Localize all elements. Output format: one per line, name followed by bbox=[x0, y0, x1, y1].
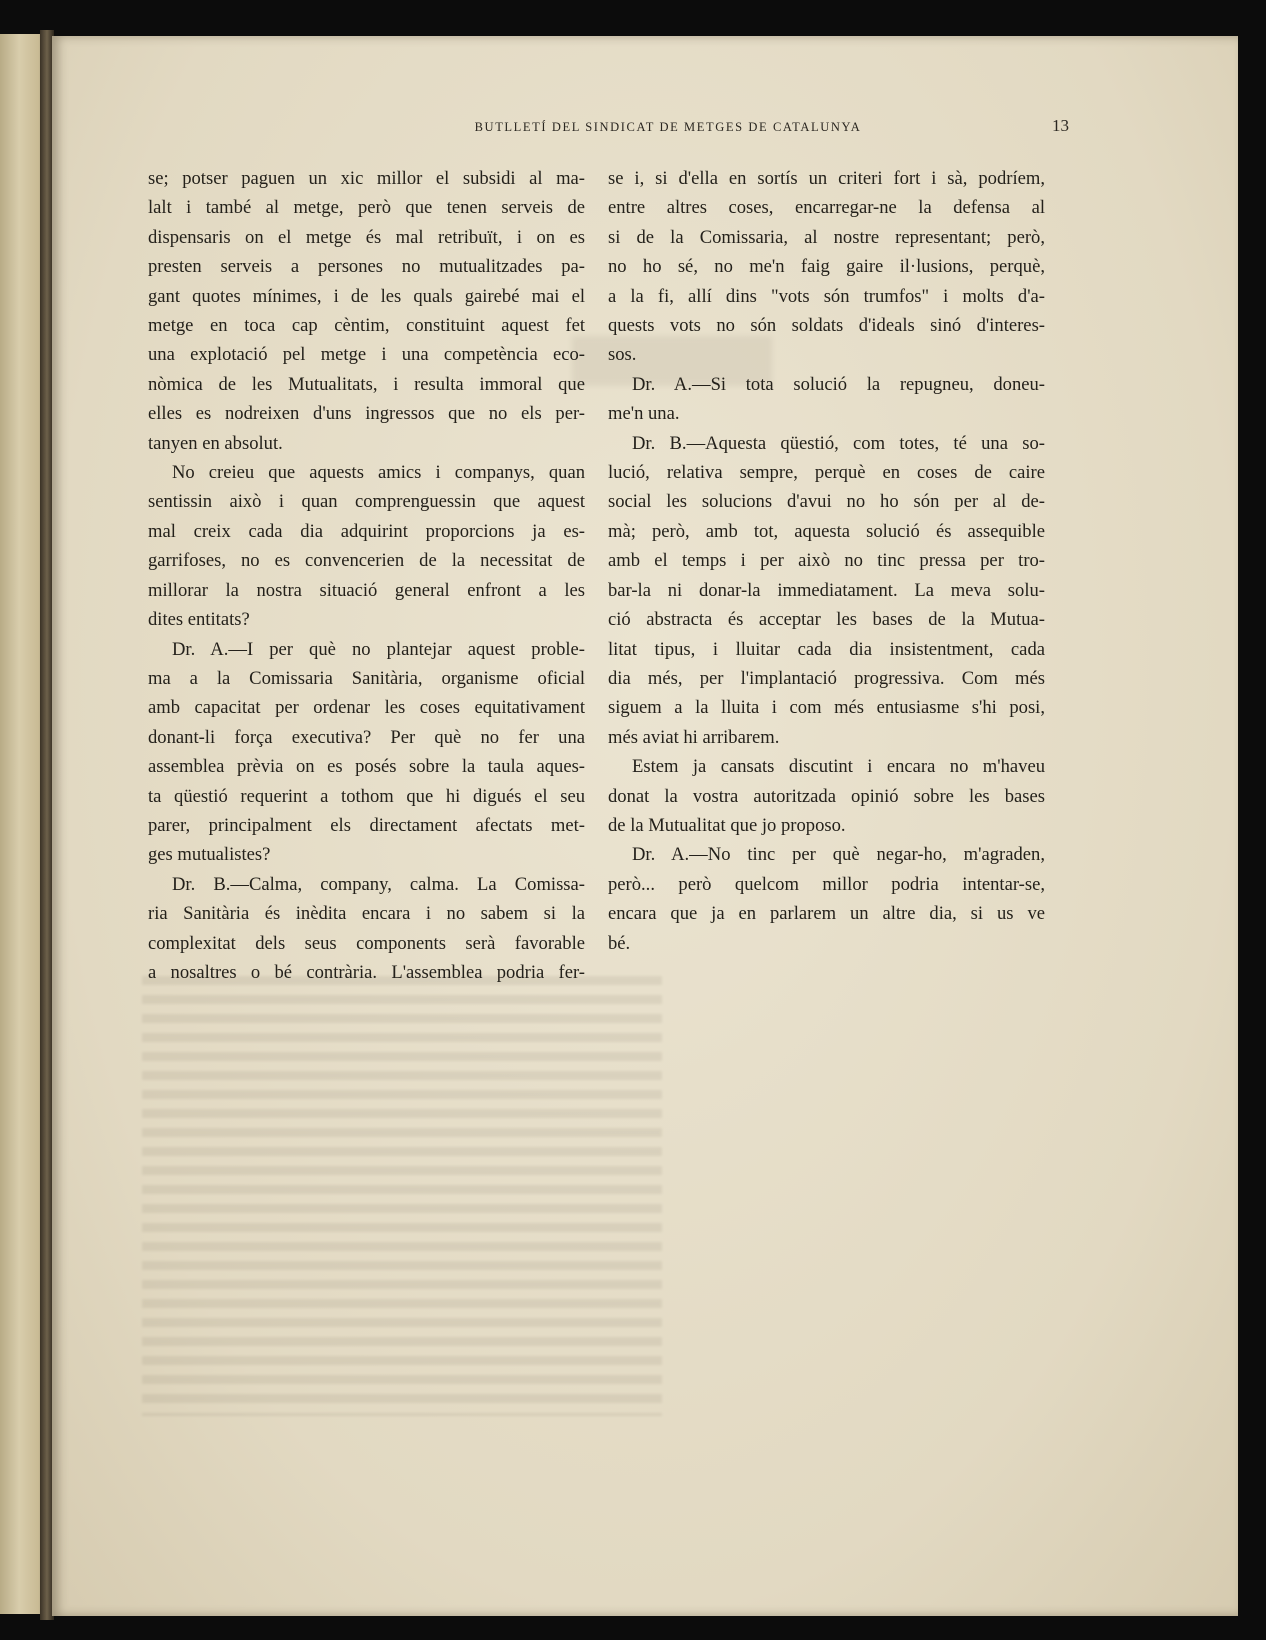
text-line: donant-li força executiva? Per què no fer una bbox=[148, 726, 585, 748]
paragraph-start: Dr. B.—Calma, company, calma. La Comissa- bbox=[172, 873, 585, 895]
text-line: mal creix cada dia adquirint proporcions ja es- bbox=[148, 520, 585, 542]
text-line: a la fi, allí dins "vots són trumfos" i molts d'a- bbox=[608, 285, 1045, 307]
text-line: amb capacitat per ordenar les coses equitativament bbox=[148, 697, 585, 719]
text-line: ta qüestió requerint a tothom que hi digués el seu bbox=[148, 785, 585, 807]
show-through-text bbox=[142, 976, 662, 1416]
text-line: dispensaris on el metge és mal retribuït, i on es bbox=[148, 226, 585, 248]
text-line: dia més, per l'implantació progressiva. Com més bbox=[608, 667, 1045, 689]
text-line: me'n una. bbox=[608, 403, 680, 425]
text-line: si de la Comissaria, al nostre representant; però, bbox=[608, 226, 1045, 248]
text-line: però... però quelcom millor podria intentar-se, bbox=[608, 873, 1045, 895]
text-line: nòmica de les Mutualitats, i resulta immoral que bbox=[148, 373, 585, 395]
text-line: entre altres coses, encarregar-ne la defensa al bbox=[608, 197, 1045, 219]
text-line: no ho sé, no me'n faig gaire il·lusions, perquè, bbox=[608, 256, 1045, 278]
page bbox=[52, 36, 1238, 1616]
text-line: elles es nodreixen d'uns ingressos que no els per- bbox=[148, 403, 585, 425]
text-line: complexitat dels seus components serà favorable bbox=[148, 932, 585, 954]
text-line: lució, relativa sempre, perquè en coses de caire bbox=[608, 462, 1045, 484]
text-line: siguem a la lluita i com més entusiasme s'hi posi, bbox=[608, 697, 1045, 719]
text-line: de la Mutualitat que jo proposo. bbox=[608, 814, 846, 836]
text-line: parer, principalment els directament afectats met- bbox=[148, 814, 585, 836]
right-column bbox=[608, 164, 1045, 958]
text-line: encara que ja en parlarem un altre dia, si us ve bbox=[608, 903, 1045, 925]
text-line: bar-la ni donar-la immediatament. La meva solu- bbox=[608, 579, 1045, 601]
text-line: tanyen en absolut. bbox=[148, 432, 283, 454]
text-line: una explotació pel metge i una competència eco- bbox=[148, 344, 585, 366]
text-line: social les solucions d'avui no ho són per al de- bbox=[608, 491, 1045, 513]
text-line: presten serveis a persones no mutualitzades pa- bbox=[148, 256, 585, 278]
text-line: mà; però, amb tot, aquesta solució és assequible bbox=[608, 520, 1045, 542]
text-line: sos. bbox=[608, 344, 637, 366]
text-line: se i, si d'ella en sortís un criteri fort i sà, podríem, bbox=[608, 168, 1045, 189]
page-header bbox=[52, 116, 1238, 146]
text-line: litat tipus, i lluitar cada dia insistentment, cada bbox=[608, 638, 1045, 660]
text-line: metge en toca cap cèntim, constituint aquest fet bbox=[148, 315, 585, 337]
text-line: se; potser paguen un xic millor el subsidi al ma- bbox=[148, 168, 585, 189]
text-line: a nosaltres o bé contrària. L'assemblea podria fer- bbox=[148, 961, 585, 983]
text-line: més aviat hi arribarem. bbox=[608, 726, 780, 748]
text-line: garrifoses, no es convencerien de la necessitat de bbox=[148, 550, 585, 572]
text-line: ria Sanitària és inèdita encara i no sabem si la bbox=[148, 903, 585, 925]
text-line: ció abstracta és acceptar les bases de la Mutua- bbox=[608, 609, 1045, 631]
paragraph-start: Dr. B.—Aquesta qüestió, com totes, té una so- bbox=[632, 432, 1045, 454]
paragraph-start: No creieu que aquests amics i companys, quan bbox=[172, 462, 585, 484]
paragraph-start: Dr. A.—Si tota solució la repugneu, doneu- bbox=[632, 373, 1045, 395]
text-line: amb el temps i per això no tinc pressa per tro- bbox=[608, 550, 1045, 572]
text-line: gant quotes mínimes, i de les quals gairebé mai el bbox=[148, 285, 585, 307]
left-column bbox=[148, 164, 585, 987]
page-number: 13 bbox=[1052, 116, 1069, 135]
text-line: ges mutualistes? bbox=[148, 844, 271, 866]
paragraph-start: Dr. A.—I per què no plantejar aquest proble- bbox=[172, 638, 585, 660]
text-line: dites entitats? bbox=[148, 609, 250, 631]
text-line: sentissin això i quan comprenguessin que aquest bbox=[148, 491, 585, 513]
paragraph-start: Estem ja cansats discutint i encara no m'haveu bbox=[632, 756, 1045, 778]
text-line: assemblea prèvia on es posés sobre la taula aques- bbox=[148, 756, 585, 778]
text-line: quests vots no són soldats d'ideals sinó d'interes- bbox=[608, 315, 1045, 337]
text-line: ma a la Comissaria Sanitària, organisme oficial bbox=[148, 667, 585, 689]
paragraph-start: Dr. A.—No tinc per què negar-ho, m'agraden, bbox=[632, 844, 1045, 866]
running-head: BUTLLETÍ DEL SINDICAT DE METGES DE CATALUNYA bbox=[474, 120, 862, 134]
text-line: donat la vostra autoritzada opinió sobre les bases bbox=[608, 785, 1045, 807]
text-line: millorar la nostra situació general enfront a les bbox=[148, 579, 585, 601]
text-line: lalt i també al metge, però que tenen serveis de bbox=[148, 197, 585, 219]
text-line: bé. bbox=[608, 932, 631, 954]
